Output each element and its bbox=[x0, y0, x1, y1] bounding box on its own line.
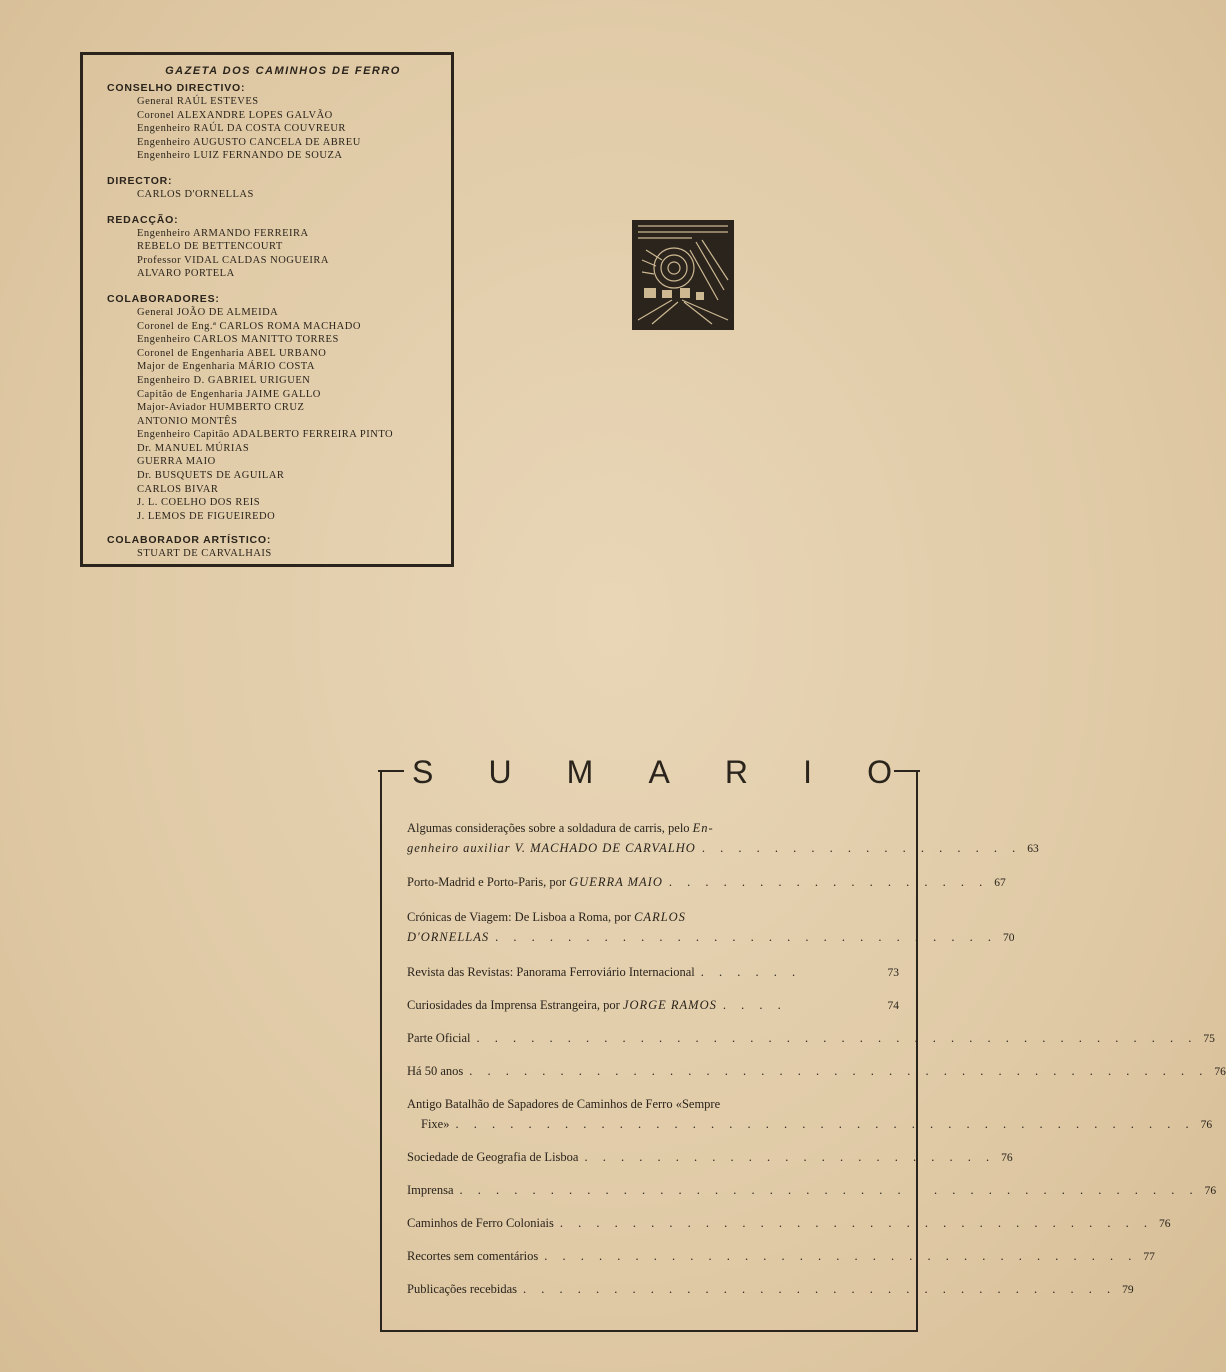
toc-entry-author: genheiro auxiliar V. MACHADO DE CARVALHO bbox=[407, 841, 696, 855]
toc-entry-page: 76 bbox=[1204, 1185, 1217, 1197]
toc-entry bbox=[407, 1061, 1226, 1082]
artistico-heading: COLABORADOR ARTÍSTICO: bbox=[107, 534, 272, 547]
leader-dots: . . . . . . . . . . . . . . . . . . bbox=[701, 841, 1022, 855]
leader-dots: . . . . . . . . . . . . . . . . . . . . . . . . . . . . . . . . . bbox=[559, 1216, 1153, 1230]
toc-entry bbox=[407, 1213, 1171, 1234]
list-item: CARLOS D'ORNELLAS bbox=[137, 188, 254, 200]
toc-entry-page: 76 bbox=[1214, 1066, 1226, 1078]
toc-entry-page: 79 bbox=[1122, 1284, 1134, 1296]
toc-entry-title: Revista das Revistas: Panorama Ferroviário Internacional bbox=[407, 965, 695, 979]
toc-entry-title: Antigo Batalhão de Sapadores de Caminhos de Ferro «Sempre bbox=[407, 1097, 721, 1111]
sumario-letter: R bbox=[724, 753, 748, 790]
list-item: Engenheiro AUGUSTO CANCELA DE ABREU bbox=[137, 136, 361, 148]
list-item: Engenheiro Capitão ADALBERTO FERREIRA PINTO bbox=[137, 429, 394, 441]
list-item: Major-Aviador HUMBERTO CRUZ bbox=[137, 402, 305, 414]
conselho-heading: CONSELHO DIRECTIVO: bbox=[107, 82, 246, 94]
list-item: General RAÚL ESTEVES bbox=[137, 96, 259, 107]
list-item: Engenheiro RAÚL DA COSTA COUVREUR bbox=[137, 123, 346, 135]
toc-entry bbox=[407, 995, 899, 1016]
toc-entry-title: Caminhos de Ferro Coloniais bbox=[407, 1216, 554, 1230]
colaboradores-list bbox=[137, 306, 439, 524]
toc-entry-page: 76 bbox=[1001, 1152, 1013, 1164]
redaccao-heading: REDACÇÃO: bbox=[107, 213, 179, 226]
leader-dots: . . . . . . . . . . . . . . . . . . . . . . . bbox=[584, 1150, 996, 1164]
leader-dots: . . . . bbox=[722, 998, 787, 1012]
toc-entry bbox=[407, 1246, 1155, 1267]
toc-entry-title: Recortes sem comentários bbox=[407, 1249, 539, 1263]
toc-entry-page: 74 bbox=[887, 1000, 899, 1012]
conselho-list bbox=[137, 95, 439, 163]
toc-entry-page: 67 bbox=[994, 877, 1006, 889]
sumario-letter: U bbox=[488, 753, 512, 790]
toc-entry-author: D'ORNELLAS bbox=[407, 930, 490, 944]
list-item: ALVARO PORTELA bbox=[137, 268, 235, 280]
leader-dots: . . . . . . . . . . . . . . . . . . . . . . . . . . . . . . . . . . . . . . . . bbox=[476, 1031, 1198, 1045]
toc-entry-title: Crónicas de Viagem: De Lisboa a Roma, por bbox=[407, 910, 631, 924]
sumario-letter: A bbox=[648, 753, 670, 790]
toc-entry-page: 73 bbox=[887, 967, 899, 979]
artistico-list bbox=[137, 547, 439, 561]
toc-entry-page: 76 bbox=[1159, 1218, 1171, 1230]
list-item: GUERRA MAIO bbox=[137, 456, 216, 468]
list-item: Dr. BUSQUETS DE AGUILAR bbox=[137, 470, 285, 482]
toc-entry-title: Curiosidades da Imprensa Estrangeira, por bbox=[407, 998, 620, 1012]
list-item: Major de Engenharia MÁRIO COSTA bbox=[137, 361, 315, 373]
toc-entry bbox=[407, 818, 1039, 858]
leader-dots: . . . . . . . . . . . . . . . . . . . . . . . . . . . . . . . . . . . . . . . . . bbox=[469, 1064, 1209, 1078]
list-item: Coronel ALEXANDRE LOPES GALVÃO bbox=[137, 109, 333, 121]
sumario-letter: I bbox=[803, 753, 812, 790]
list-item: Capitão de Engenharia JAIME GALLO bbox=[137, 388, 321, 400]
toc-entry bbox=[407, 1279, 1134, 1300]
list-item: ANTONIO MONTÊS bbox=[137, 415, 238, 427]
toc-entry bbox=[407, 872, 1006, 893]
list-item: REBELO DE BETTENCOURT bbox=[137, 241, 283, 253]
director-list bbox=[137, 188, 439, 202]
sumario-letter: M bbox=[566, 753, 594, 790]
toc-list bbox=[407, 818, 1226, 1300]
toc-entry-title: Publicações recebidas bbox=[407, 1282, 518, 1296]
toc-entry-title: Algumas considerações sobre a soldadura de carris, pelo bbox=[407, 821, 690, 835]
list-item: Engenheiro D. GABRIEL URIGUEN bbox=[137, 374, 311, 386]
director-heading: DIRECTOR: bbox=[107, 174, 173, 187]
locomotive-engraving-icon bbox=[632, 220, 734, 330]
list-item: Engenheiro LUIZ FERNANDO DE SOUZA bbox=[137, 150, 343, 162]
leader-dots: . . . . . . . . . . . . . . . . . . . . . . . . . . . . . . . . . bbox=[544, 1249, 1138, 1263]
toc-entry bbox=[407, 1028, 1215, 1049]
toc-entry-page: 70 bbox=[1003, 932, 1015, 944]
leader-dots: . . . . . . . . . . . . . . . . . . . . . . . . . . . . . . . . . . . . . . . . . bbox=[455, 1117, 1195, 1131]
toc-entry-page: 77 bbox=[1143, 1251, 1155, 1263]
toc-entry-title: Há 50 anos bbox=[407, 1064, 464, 1078]
locomotive-engraving-svg bbox=[632, 220, 734, 330]
toc-entry-title: Parte Oficial bbox=[407, 1031, 471, 1045]
list-item: Professor VIDAL CALDAS NOGUEIRA bbox=[137, 254, 329, 266]
toc-entry bbox=[407, 1147, 1013, 1168]
redaccao-list bbox=[137, 227, 439, 281]
toc-entry bbox=[407, 1094, 1213, 1135]
sumario-letter: S bbox=[412, 753, 434, 790]
toc-entry-title: Sociedade de Geografia de Lisboa bbox=[407, 1150, 579, 1164]
list-item: Engenheiro ARMANDO FERREIRA bbox=[137, 227, 309, 239]
masthead-title: GAZETA DOS CAMINHOS DE FERRO bbox=[165, 65, 401, 77]
toc-entry-author: JORGE RAMOS bbox=[622, 998, 717, 1012]
list-item: Coronel de Eng.ª CARLOS ROMA MACHADO bbox=[137, 320, 361, 332]
leader-dots: . . . . . . . . . . . . . . . . . . . . . . . . . . . . . . . . . . . . . . . . . bbox=[459, 1183, 1199, 1197]
toc-entry-author: CARLOS bbox=[634, 910, 686, 924]
toc-entry-author: GUERRA MAIO bbox=[569, 875, 663, 889]
leader-dots: . . . . . . . . . . . . . . . . . . bbox=[668, 875, 989, 889]
leader-dots: . . . . . . bbox=[700, 965, 802, 979]
sumario-letter: O bbox=[867, 753, 892, 790]
leader-dots: . . . . . . . . . . . . . . . . . . . . . . . . . . . . bbox=[495, 930, 998, 944]
toc-entry-page: 75 bbox=[1203, 1033, 1215, 1045]
toc-entry bbox=[407, 1180, 1217, 1201]
list-item: Dr. MANUEL MÚRIAS bbox=[137, 442, 250, 454]
list-item: Coronel de Engenharia ABEL URBANO bbox=[137, 347, 327, 359]
list-item: STUART DE CARVALHAIS bbox=[137, 548, 272, 560]
toc-entry-page: 76 bbox=[1200, 1119, 1213, 1131]
toc-entry-title: Imprensa bbox=[407, 1183, 454, 1197]
list-item: Engenheiro CARLOS MANITTO TORRES bbox=[137, 334, 339, 346]
leader-dots: . . . . . . . . . . . . . . . . . . . . . . . . . . . . . . . . . bbox=[523, 1282, 1117, 1296]
colaboradores-heading: COLABORADORES: bbox=[107, 292, 220, 305]
list-item: General JOÃO DE ALMEIDA bbox=[137, 306, 279, 318]
toc-entry-title: Fixe» bbox=[421, 1117, 450, 1131]
toc-entry-page: 63 bbox=[1027, 843, 1039, 855]
list-item: J. L. COELHO DOS REIS bbox=[137, 497, 261, 509]
toc-entry-title: Porto-Madrid e Porto-Paris, por bbox=[407, 875, 567, 889]
list-item: CARLOS BIVAR bbox=[137, 483, 219, 495]
toc-entry bbox=[407, 962, 899, 983]
toc-entry-author: En- bbox=[692, 821, 714, 835]
masthead-box bbox=[80, 52, 454, 567]
list-item: J. LEMOS DE FIGUEIREDO bbox=[137, 510, 276, 522]
toc-entry bbox=[407, 907, 1015, 948]
